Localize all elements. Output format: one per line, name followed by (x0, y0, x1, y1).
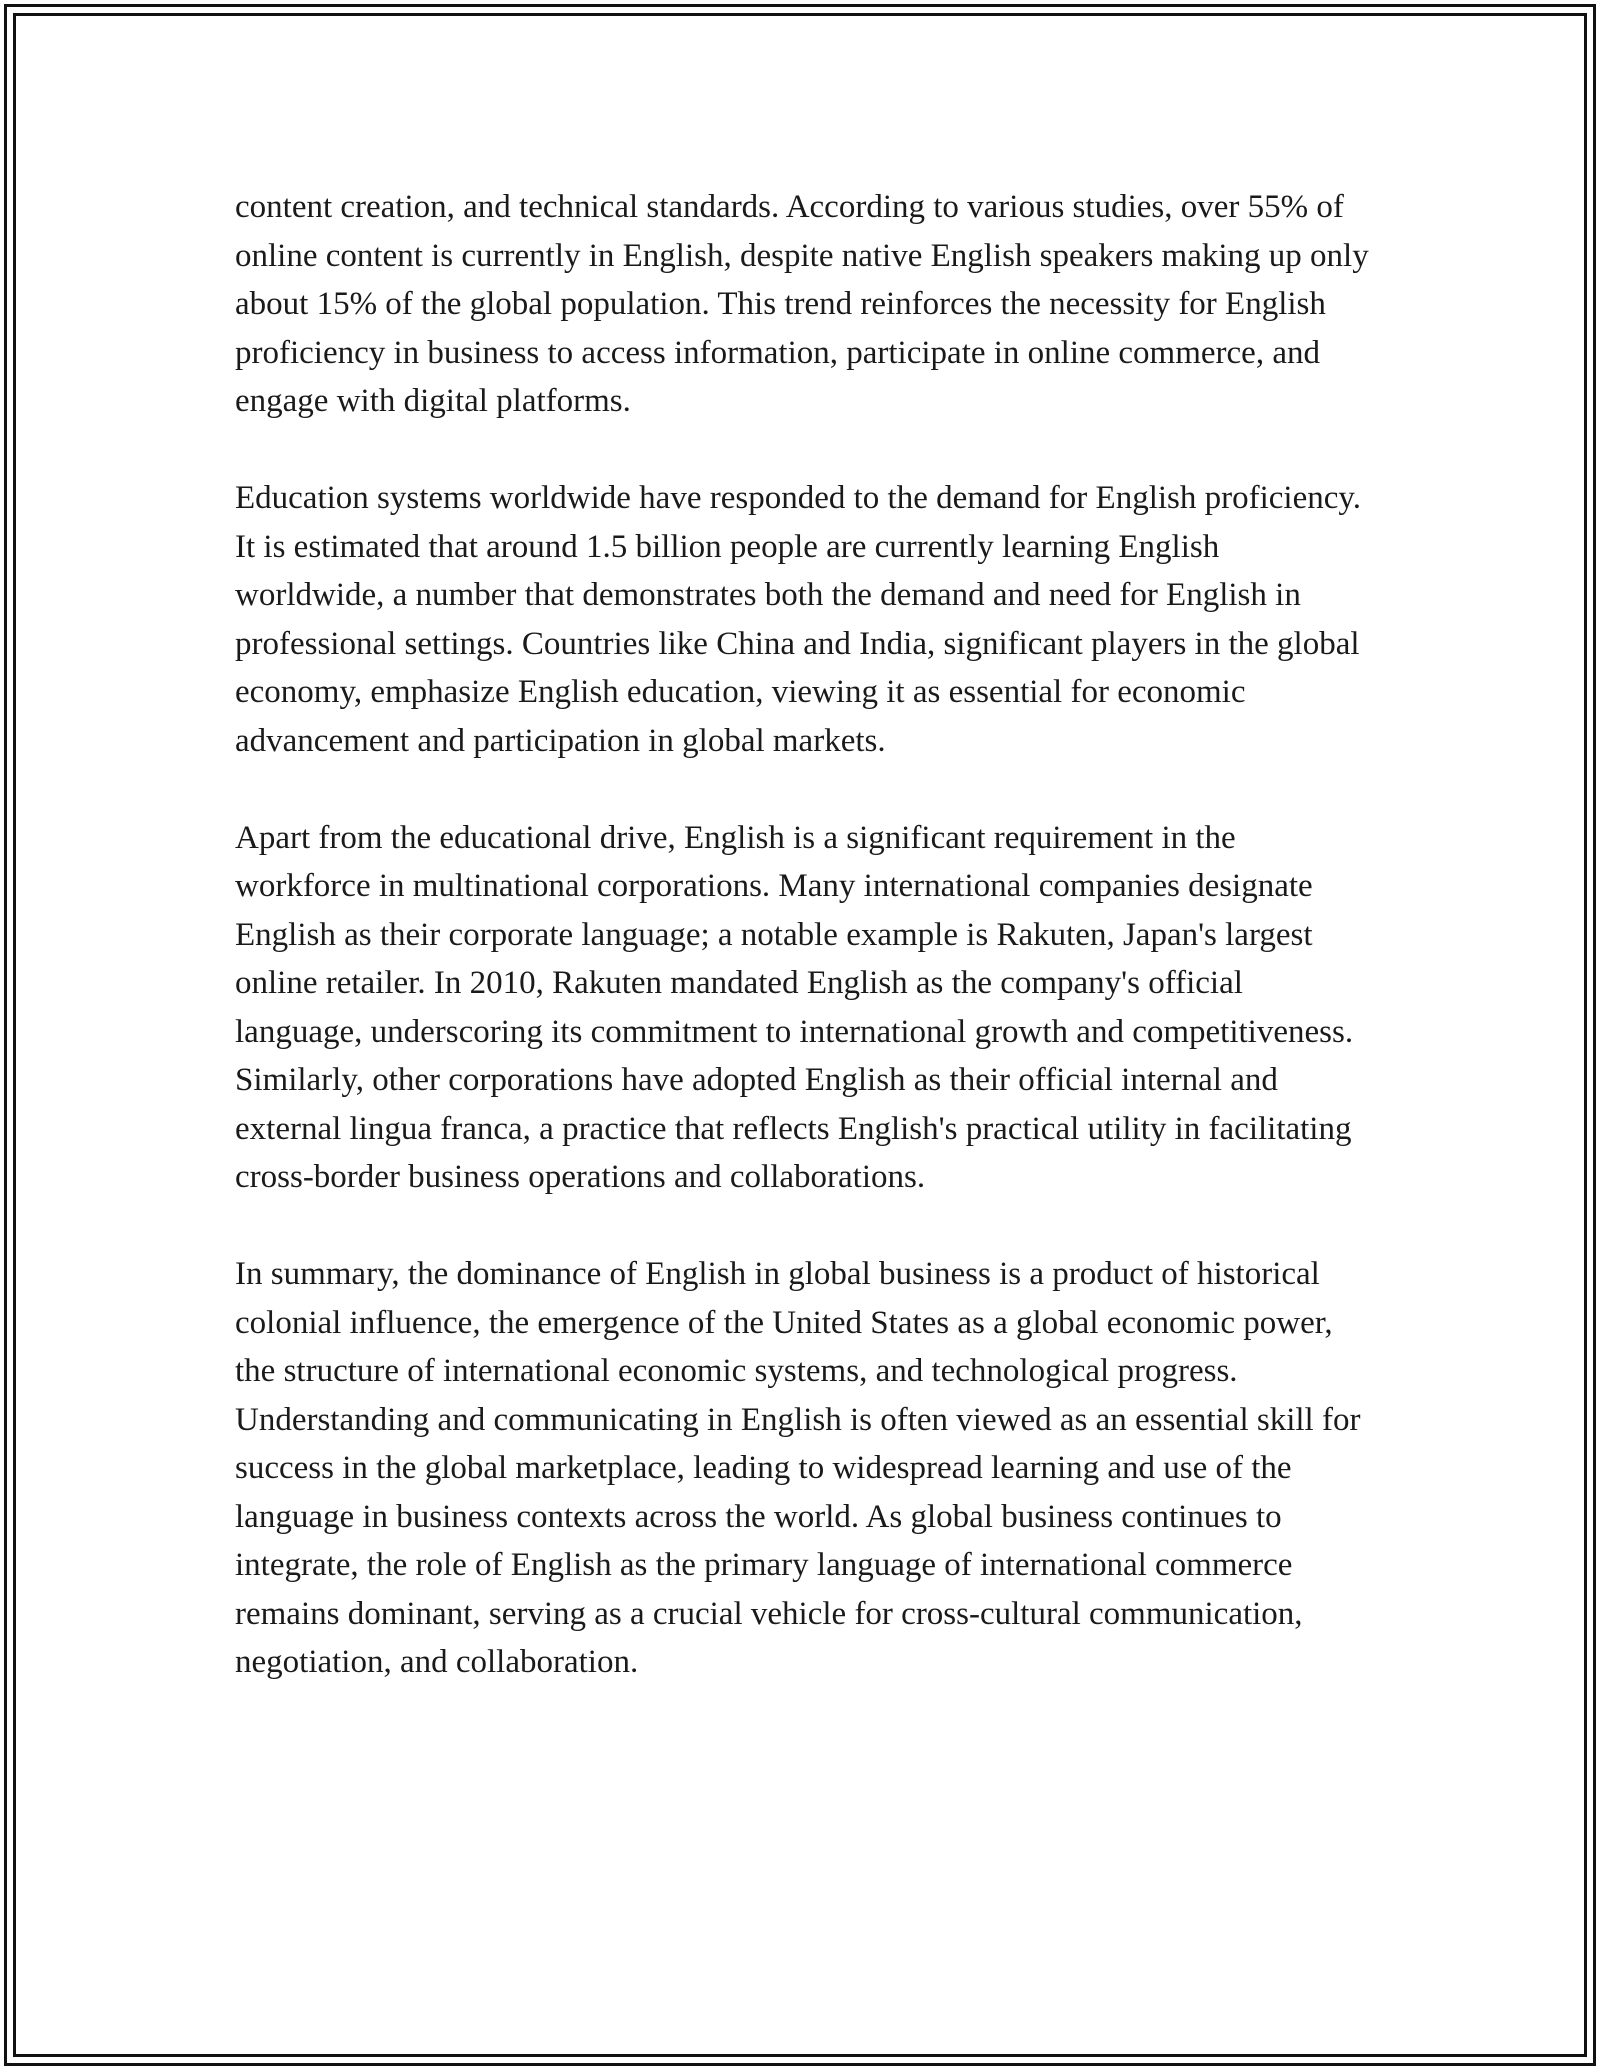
paragraph: content creation, and technical standards. According to various studies, over 55% of online content is currently in English, despite native English speakers making up only about 15% of the global population. This trend reinforces the necessity for English proficiency in business to access information, participate in online commerce, and engage with digital platforms. (235, 189, 1369, 419)
paragraph: Education systems worldwide have responded to the demand for English proficiency. It is estimated that around 1.5 billion people are currently learning English worldwide, a number that demonstrates both the demand and need for English in professional settings. Countries like China and India, significant players in the global economy, emphasize English education, viewing it as essential for economic advancement and participation in global markets. (235, 480, 1361, 759)
document-body (235, 183, 1375, 1735)
paragraph: In summary, the dominance of English in global business is a product of historical colonial influence, the emergence of the United States as a global economic power, the structure of international economic systems, and technological progress. Understanding and communicating in English is often viewed as an essential skill for success in the global marketplace, leading to widespread learning and use of the language in business contexts across the world. As global business continues to integrate, the role of English as the primary language of international commerce remains dominant, serving as a crucial vehicle for cross-cultural communication, negotiation, and collaboration. (235, 1256, 1361, 1680)
paragraph: Apart from the educational drive, English is a significant requirement in the workforce in multinational corporations. Many international companies designate English as their corporate language; a notable example is Rakuten, Japan's largest online retailer. In 2010, Rakuten mandated English as the company's official language, underscoring its commitment to international growth and competitiveness. Similarly, other corporations have adopted English as their official internal and external lingua franca, a practice that reflects English's practical utility in facilitating cross-border business operations and collaborations. (235, 819, 1354, 1195)
